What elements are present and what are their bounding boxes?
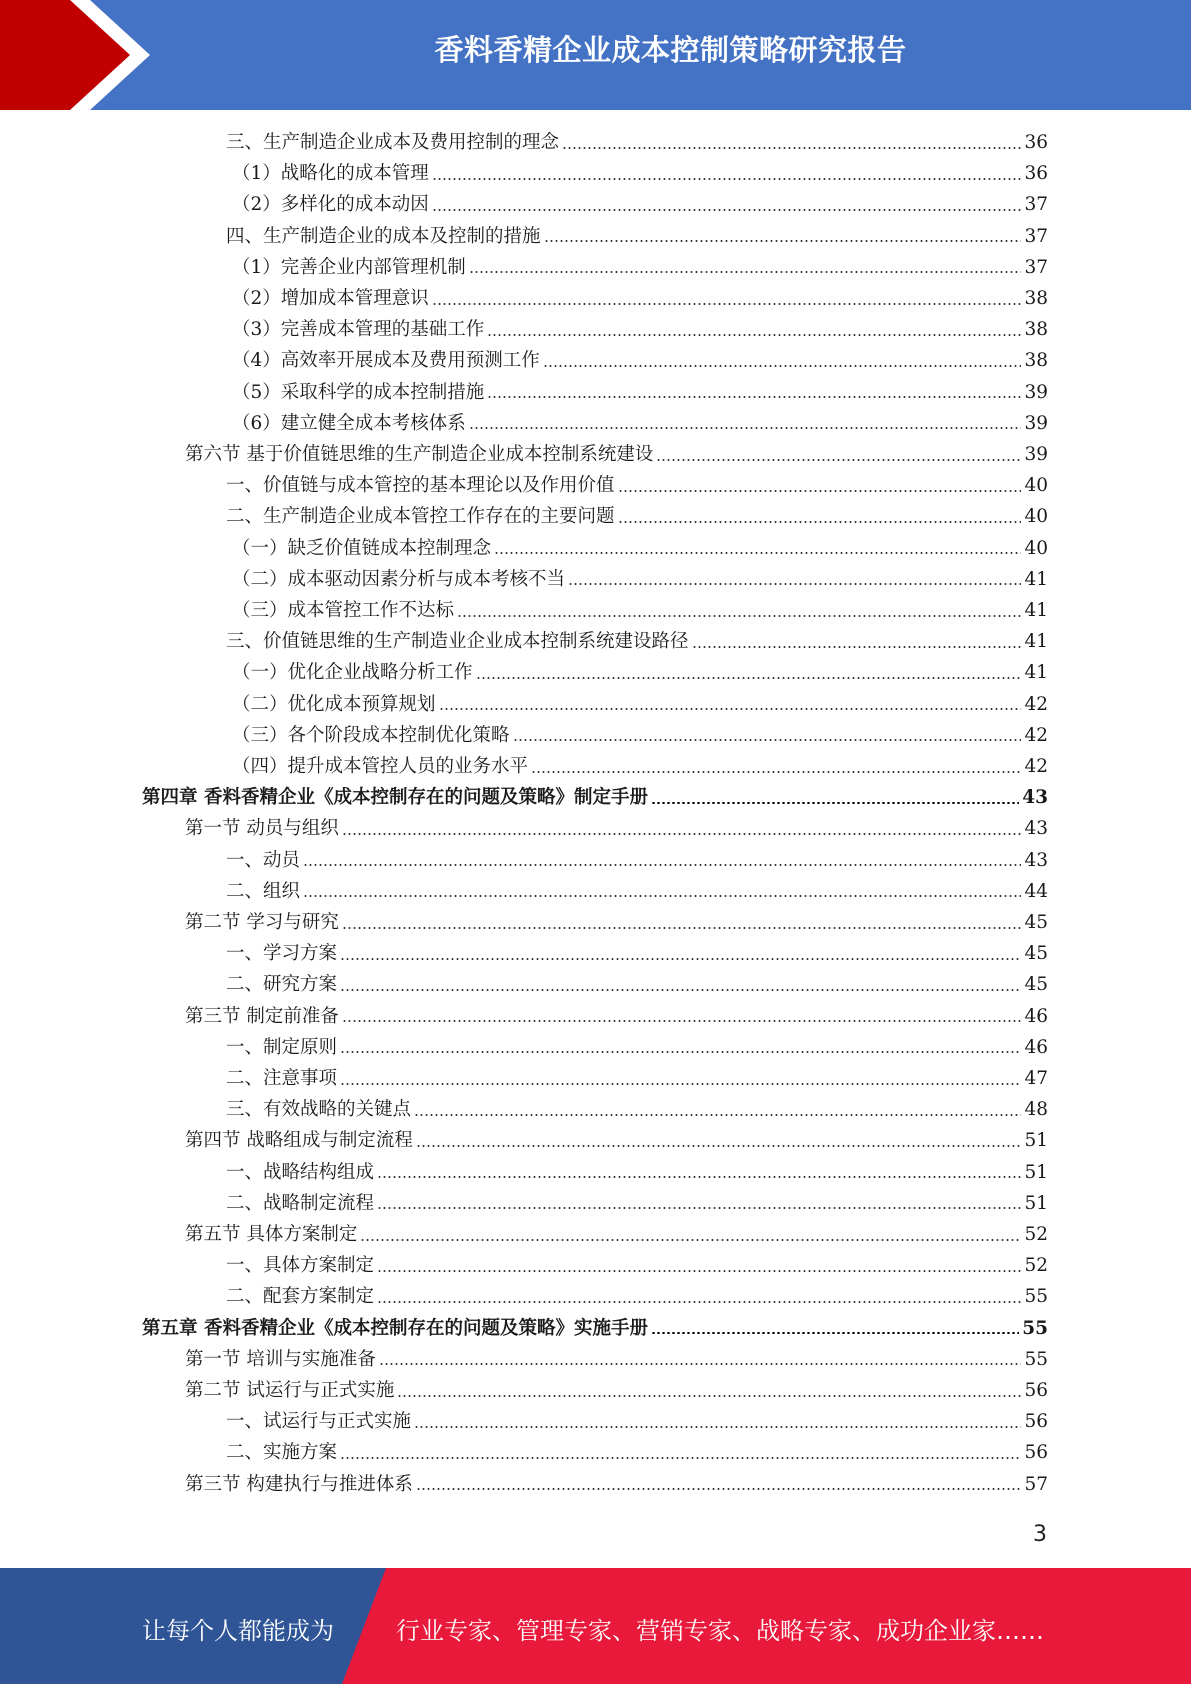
toc-dot-leader xyxy=(416,1488,1022,1490)
toc-subsection-entry[interactable] xyxy=(226,1063,1048,1094)
toc-entry-page: 43 xyxy=(1024,818,1048,840)
toc-entry-page: 52 xyxy=(1024,1255,1048,1277)
toc-dot-leader xyxy=(432,209,1022,211)
toc-dot-leader xyxy=(340,958,1021,960)
toc-entry-title: 第二节 试运行与正式实施 xyxy=(185,1380,395,1401)
toc-entry-page: 55 xyxy=(1024,1348,1048,1370)
toc-entry-page: 55 xyxy=(1022,1317,1048,1339)
toc-subsection-entry[interactable] xyxy=(226,501,1048,532)
toc-dot-leader xyxy=(432,178,1022,180)
toc-subsection-entry[interactable] xyxy=(226,876,1048,907)
toc-entry-page: 55 xyxy=(1024,1286,1048,1308)
toc-entry-page: 37 xyxy=(1024,256,1048,278)
toc-entry-title: （四）提升成本管控人员的业务水平 xyxy=(232,756,529,777)
toc-entry-page: 46 xyxy=(1024,1036,1048,1058)
toc-dot-leader xyxy=(469,271,1022,273)
toc-entry-title: 一、试运行与正式实施 xyxy=(226,1411,412,1433)
toc-entry-title: （3）完善成本管理的基础工作 xyxy=(232,319,485,341)
toc-entry-page: 39 xyxy=(1024,444,1048,465)
toc-entry-title: 二、组织 xyxy=(226,880,301,902)
toc-dot-leader xyxy=(469,427,1022,429)
toc-section-entry[interactable] xyxy=(185,907,1048,938)
toc-entry-page: 41 xyxy=(1024,662,1048,684)
toc-dot-leader xyxy=(377,1207,1021,1209)
toc-entry-title: 第三节 制定前准备 xyxy=(185,1005,339,1027)
toc-section-entry[interactable] xyxy=(185,439,1048,470)
toc-section-entry[interactable] xyxy=(185,813,1048,844)
toc-dot-leader xyxy=(340,989,1021,991)
toc-entry-page: 52 xyxy=(1024,1224,1048,1245)
toc-entry-page: 57 xyxy=(1024,1473,1048,1495)
toc-entry-page: 56 xyxy=(1024,1442,1048,1464)
toc-entry-title: 第二节 学习与研究 xyxy=(185,912,339,933)
toc-entry-title: （一）缺乏价值链成本控制理念 xyxy=(232,537,492,559)
page-footer xyxy=(0,1568,1191,1684)
toc-entry-page: 40 xyxy=(1024,506,1048,528)
toc-subsection-entry[interactable] xyxy=(232,595,1048,626)
toc-entry-page: 45 xyxy=(1024,943,1048,965)
toc-entry-title: 一、动员 xyxy=(226,849,301,871)
toc-dot-leader xyxy=(340,1051,1021,1053)
toc-dot-leader xyxy=(379,1363,1022,1365)
toc-entry-page: 41 xyxy=(1024,631,1048,653)
toc-section-entry[interactable] xyxy=(185,1469,1048,1500)
toc-entry-page: 40 xyxy=(1024,537,1048,559)
toc-dot-leader xyxy=(377,1176,1021,1178)
toc-dot-leader xyxy=(692,646,1022,648)
toc-entry-title: 第六节 基于价值链思维的生产制造企业成本控制系统建设 xyxy=(185,444,654,465)
toc-entry-title: 三、有效战略的关键点 xyxy=(226,1099,412,1121)
toc-subsection-entry[interactable] xyxy=(226,470,1048,501)
toc-entry-title: 二、战略制定流程 xyxy=(226,1192,375,1214)
toc-dot-leader xyxy=(303,895,1021,897)
toc-dot-leader xyxy=(651,802,1019,804)
toc-subsection-entry[interactable] xyxy=(226,1406,1048,1437)
toc-entry-title: 一、学习方案 xyxy=(226,943,338,965)
toc-entry-page: 46 xyxy=(1024,1005,1048,1027)
toc-entry-title: （6）建立健全成本考核体系 xyxy=(232,412,466,434)
toc-subsection-entry[interactable] xyxy=(226,1281,1048,1312)
toc-dot-leader xyxy=(377,1270,1021,1272)
toc-dot-leader xyxy=(303,864,1021,866)
page-header xyxy=(0,0,1191,110)
toc-dot-leader xyxy=(618,490,1022,492)
toc-entry-page: 51 xyxy=(1024,1192,1048,1214)
toc-subsection-entry[interactable] xyxy=(226,1032,1048,1063)
toc-entry-title: 第五节 具体方案制定 xyxy=(185,1224,358,1245)
toc-entry-page: 38 xyxy=(1024,319,1048,341)
toc-entry-page: 39 xyxy=(1024,381,1048,403)
toc-entry-title: 二、生产制造企业成本管控工作存在的主要问题 xyxy=(226,506,615,528)
toc-entry-page: 56 xyxy=(1024,1411,1048,1433)
toc-subsection-entry[interactable] xyxy=(232,408,1048,439)
toc-subsection-entry[interactable] xyxy=(226,845,1048,876)
toc-entry-page: 42 xyxy=(1024,756,1048,777)
toc-entry-page: 38 xyxy=(1024,288,1048,309)
toc-dot-leader xyxy=(487,334,1021,336)
toc-entry-title: （2）多样化的成本动因 xyxy=(232,194,429,216)
toc-entry-title: （二）成本驱动因素分析与成本考核不当 xyxy=(232,568,566,590)
toc-subsection-entry[interactable] xyxy=(232,158,1048,189)
toc-dot-leader xyxy=(487,396,1021,398)
toc-entry-title: 二、配套方案制定 xyxy=(226,1286,375,1308)
toc-entry-title: 第三节 构建执行与推进体系 xyxy=(185,1473,413,1495)
toc-entry-title: 三、生产制造企业成本及费用控制的理念 xyxy=(226,132,560,153)
toc-dot-leader xyxy=(568,583,1021,585)
page-number: 3 xyxy=(1033,1522,1047,1547)
toc-subsection-entry[interactable] xyxy=(226,1250,1048,1281)
toc-dot-leader xyxy=(439,708,1022,710)
toc-subsection-entry[interactable] xyxy=(226,221,1048,252)
toc-entry-title: 一、制定原则 xyxy=(226,1036,338,1058)
toc-section-entry[interactable] xyxy=(185,1001,1048,1032)
toc-chapter-entry[interactable] xyxy=(142,1313,1048,1344)
footer-slogan-left: 让每个人都能成为 xyxy=(142,1617,334,1645)
toc-entry-page: 42 xyxy=(1024,693,1048,715)
toc-entry-page: 47 xyxy=(1024,1068,1048,1089)
toc-subsection-entry[interactable] xyxy=(232,345,1048,376)
toc-entry-page: 38 xyxy=(1024,350,1048,372)
toc-dot-leader xyxy=(618,521,1022,523)
toc-section-entry[interactable] xyxy=(185,1219,1048,1250)
document-title: 香料香精企业成本控制策略研究报告 xyxy=(434,33,907,67)
toc-entry-page: 37 xyxy=(1024,194,1048,216)
toc-dot-leader xyxy=(494,552,1021,554)
toc-dot-leader xyxy=(543,365,1022,367)
toc-entry-page: 45 xyxy=(1024,974,1048,996)
toc-entry-title: 四、生产制造企业的成本及控制的措施 xyxy=(226,225,541,247)
toc-entry-title: （1）完善企业内部管理机制 xyxy=(232,256,466,278)
toc-entry-title: （三）成本管控工作不达标 xyxy=(232,600,455,621)
toc-dot-leader xyxy=(360,1239,1021,1241)
toc-entry-page: 51 xyxy=(1024,1130,1048,1152)
toc-entry-page: 43 xyxy=(1022,787,1048,809)
toc-entry-title: 第四节 战略组成与制定流程 xyxy=(185,1130,413,1152)
toc-subsection-entry[interactable] xyxy=(232,564,1048,595)
toc-dot-leader xyxy=(432,303,1022,305)
toc-subsection-entry[interactable] xyxy=(226,1094,1048,1125)
toc-dot-leader xyxy=(340,1083,1021,1085)
toc-subsection-entry[interactable] xyxy=(226,1437,1048,1468)
toc-entry-page: 40 xyxy=(1024,475,1048,497)
toc-entry-title: （二）优化成本预算规划 xyxy=(232,693,436,715)
toc-subsection-entry[interactable] xyxy=(232,314,1048,345)
toc-dot-leader xyxy=(656,459,1021,461)
toc-entry-page: 42 xyxy=(1024,724,1048,746)
toc-section-entry[interactable] xyxy=(185,1375,1048,1406)
toc-entry-page: 36 xyxy=(1024,163,1048,185)
toc-entry-title: （2）增加成本管理意识 xyxy=(232,288,429,309)
toc-subsection-entry[interactable] xyxy=(226,626,1048,657)
toc-dot-leader xyxy=(377,1301,1021,1303)
toc-entry-page: 41 xyxy=(1024,600,1048,621)
toc-subsection-entry[interactable] xyxy=(226,127,1048,158)
toc-subsection-entry[interactable] xyxy=(232,720,1048,751)
toc-dot-leader xyxy=(416,1145,1022,1147)
toc-entry-title: （三）各个阶段成本控制优化策略 xyxy=(232,724,510,746)
toc-subsection-entry[interactable] xyxy=(226,938,1048,969)
toc-entry-title: 二、实施方案 xyxy=(226,1442,338,1464)
toc-dot-leader xyxy=(457,615,1021,617)
toc-entry-title: 三、价值链思维的生产制造业企业成本控制系统建设路径 xyxy=(226,631,689,653)
toc-subsection-entry[interactable] xyxy=(232,189,1048,220)
toc-entry-page: 41 xyxy=(1024,568,1048,590)
toc-entry-page: 56 xyxy=(1024,1380,1048,1401)
toc-dot-leader xyxy=(342,1020,1022,1022)
toc-section-entry[interactable] xyxy=(185,1344,1048,1375)
toc-entry-page: 44 xyxy=(1024,880,1048,902)
toc-dot-leader xyxy=(397,1395,1021,1397)
toc-entry-title: 第一节 培训与实施准备 xyxy=(185,1348,376,1370)
toc-entry-title: 一、具体方案制定 xyxy=(226,1255,375,1277)
toc-dot-leader xyxy=(342,927,1022,929)
toc-dot-leader xyxy=(476,677,1022,679)
toc-subsection-entry[interactable] xyxy=(232,751,1048,782)
toc-entry-page: 39 xyxy=(1024,412,1048,434)
toc-dot-leader xyxy=(342,833,1022,835)
toc-entry-title: 二、注意事项 xyxy=(226,1068,338,1089)
toc-subsection-entry[interactable] xyxy=(232,377,1048,408)
toc-entry-page: 51 xyxy=(1024,1161,1048,1183)
toc-dot-leader xyxy=(562,147,1021,149)
toc-dot-leader xyxy=(414,1114,1021,1116)
toc-subsection-entry[interactable] xyxy=(226,1188,1048,1219)
toc-subsection-entry[interactable] xyxy=(226,1157,1048,1188)
toc-subsection-entry[interactable] xyxy=(226,969,1048,1000)
toc-entry-title: （5）采取科学的成本控制措施 xyxy=(232,381,485,403)
toc-chapter-entry[interactable] xyxy=(142,782,1048,813)
toc-entry-title: （一）优化企业战略分析工作 xyxy=(232,662,473,684)
toc-dot-leader xyxy=(340,1457,1021,1459)
toc-entry-title: 一、战略结构组成 xyxy=(226,1161,375,1183)
toc-dot-leader xyxy=(651,1332,1019,1334)
toc-section-entry[interactable] xyxy=(185,1125,1048,1156)
toc-dot-leader xyxy=(531,771,1021,773)
toc-subsection-entry[interactable] xyxy=(232,657,1048,688)
toc-entry-page: 45 xyxy=(1024,912,1048,933)
toc-entry-title: 第五章 香料香精企业《成本控制存在的问题及策略》实施手册 xyxy=(142,1317,648,1339)
toc-subsection-entry[interactable] xyxy=(232,252,1048,283)
toc-entry-title: （4）高效率开展成本及费用预测工作 xyxy=(232,350,540,372)
toc-entry-title: 一、价值链与成本管控的基本理论以及作用价值 xyxy=(226,475,615,497)
toc-entry-title: （1）战略化的成本管理 xyxy=(232,163,429,185)
toc-dot-leader xyxy=(513,739,1022,741)
toc-entry-page: 48 xyxy=(1024,1099,1048,1121)
toc-entry-page: 43 xyxy=(1024,849,1048,871)
footer-slogan-right: 行业专家、管理专家、营销专家、战略专家、成功企业家…… xyxy=(396,1617,1044,1645)
toc-subsection-entry[interactable] xyxy=(232,689,1048,720)
toc-entry-title: 第四章 香料香精企业《成本控制存在的问题及策略》制定手册 xyxy=(142,787,648,809)
toc-subsection-entry[interactable] xyxy=(232,533,1048,564)
toc-entry-page: 37 xyxy=(1024,225,1048,247)
toc-entry-page: 36 xyxy=(1024,132,1048,153)
toc-dot-leader xyxy=(414,1426,1021,1428)
toc-entry-title: 二、研究方案 xyxy=(226,974,338,996)
toc-subsection-entry[interactable] xyxy=(232,283,1048,314)
toc-dot-leader xyxy=(544,240,1022,242)
toc-entry-title: 第一节 动员与组织 xyxy=(185,818,339,840)
